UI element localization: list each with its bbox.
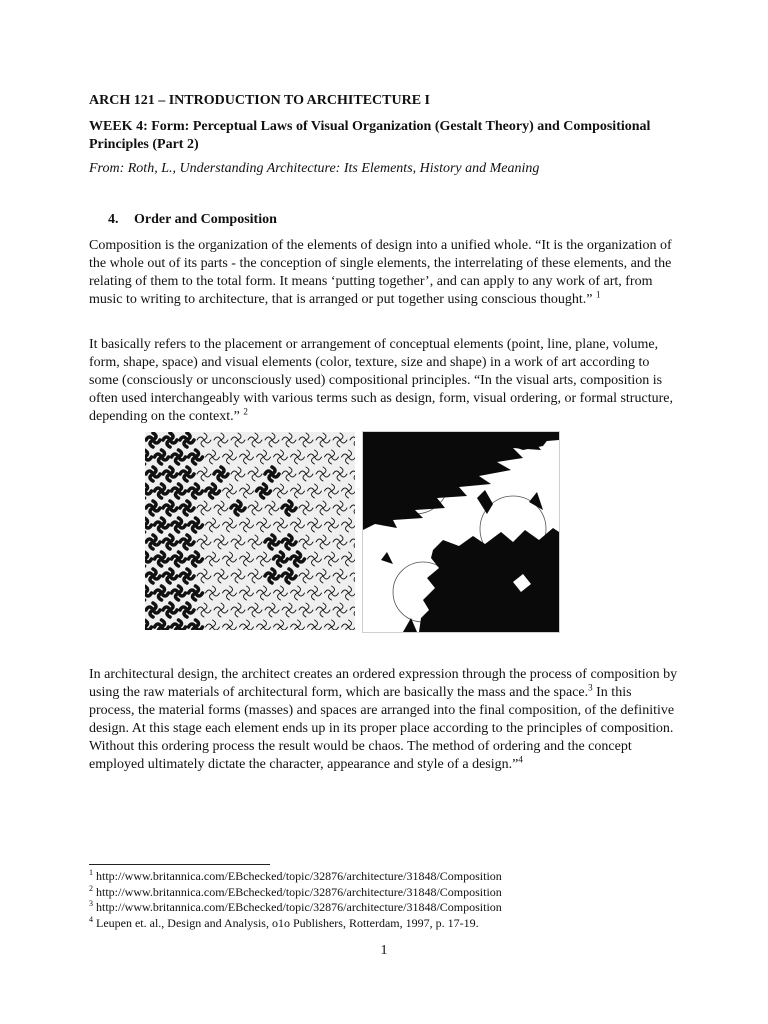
footnote-number: 3 — [89, 899, 93, 908]
tessellation-tile — [240, 450, 254, 464]
tessellation-tile — [265, 433, 279, 447]
tessellation-tile — [333, 569, 347, 583]
tessellation-tile — [223, 620, 237, 630]
tessellation-tile — [342, 620, 356, 630]
tessellation-tile — [231, 603, 245, 617]
paragraph-text-b: In this process, the material forms (masses) and spaces are arranged into the final composition, of the definitive design. At this stage each element ends up in its proper place according to the principles of composition. Without this ordering process the result would be chaos. The method of ordering and the concept employed ultimately dictate the character, appearance and style of a design.” — [89, 685, 675, 772]
tessellation-tile — [308, 620, 322, 630]
tessellation-tile — [308, 552, 322, 566]
tessellation-tile — [299, 467, 313, 481]
tessellation-tile — [180, 603, 194, 617]
tessellation-tile — [308, 586, 322, 600]
footnote-text: http://www.britannica.com/EBchecked/topic/32876/architecture/31848/Composition — [96, 869, 502, 883]
footnote-text: Leupen et. al., Design and Analysis, o1o Publishers, Rotterdam, 1997, p. 17-19. — [96, 915, 479, 930]
tessellation-tile — [189, 620, 203, 630]
tessellation-tile — [291, 450, 305, 464]
tessellation-tile — [350, 569, 355, 583]
tessellation-tile — [240, 552, 254, 566]
tessellation-tile — [163, 535, 177, 549]
tessellation-tile — [214, 467, 228, 481]
paragraph-text-a: In architectural design, the architect creates an ordered expression through the process of composition by using the raw materials of architectural form, which are basically the mass and the space. — [89, 667, 678, 700]
tessellation-tile — [342, 484, 356, 498]
tessellation-tile — [146, 467, 160, 481]
tessellation-tile — [206, 620, 220, 630]
footnote-item — [89, 869, 689, 885]
tessellation-tile — [308, 518, 322, 532]
tessellation-tile — [214, 535, 228, 549]
source-citation: From: Roth, L., Understanding Architecture: Its Elements, History and Meaning — [89, 161, 540, 176]
figure-abstract-masses — [362, 431, 560, 633]
section-number: 4. — [108, 212, 119, 227]
tessellation-tile — [291, 586, 305, 600]
tessellation-tile — [299, 603, 313, 617]
footnotes-list — [89, 869, 689, 931]
footnote-ref: 2 — [243, 406, 248, 417]
tessellation-tile — [265, 603, 279, 617]
tessellation-tile — [189, 518, 203, 532]
tessellation-tile — [180, 535, 194, 549]
tessellation-tile — [350, 501, 355, 515]
tessellation-tile — [274, 518, 288, 532]
tessellation-tile — [197, 433, 211, 447]
tessellation-tile — [282, 501, 296, 515]
tessellation-tile — [206, 484, 220, 498]
footnote-item — [89, 916, 689, 932]
tessellation-tile — [333, 501, 347, 515]
tessellation-tile — [189, 484, 203, 498]
tessellation-tile — [282, 569, 296, 583]
tessellation-tile — [180, 467, 194, 481]
tessellation-tile — [223, 484, 237, 498]
tessellation-tile — [350, 535, 355, 549]
tessellation-tile — [248, 569, 262, 583]
tessellation-tile — [325, 518, 339, 532]
tessellation-tile — [316, 433, 330, 447]
tessellation-tile — [206, 552, 220, 566]
tessellation-tile — [274, 484, 288, 498]
tessellation-tile — [265, 501, 279, 515]
tessellation-tile — [257, 620, 271, 630]
tessellation-tile — [197, 603, 211, 617]
tessellation-tile — [146, 603, 160, 617]
tessellation-tile — [240, 518, 254, 532]
tessellation-tile — [163, 501, 177, 515]
tessellation-tile — [333, 467, 347, 481]
footnote-divider — [89, 864, 270, 865]
footnote-ref: 3 — [588, 682, 593, 693]
tessellation-tile — [163, 467, 177, 481]
tessellation-tile — [265, 535, 279, 549]
tessellation-tile — [342, 586, 356, 600]
tessellation-tile — [223, 552, 237, 566]
tessellation-tile — [155, 518, 169, 532]
tessellation-tile — [240, 586, 254, 600]
tessellation-tile — [172, 552, 186, 566]
tessellation-tile — [342, 450, 356, 464]
tessellation-tile — [172, 518, 186, 532]
tessellation-tile — [145, 620, 152, 630]
tessellation-tile — [248, 433, 262, 447]
tessellation-tile — [155, 586, 169, 600]
tessellation-tile — [325, 450, 339, 464]
tessellation-tile — [197, 501, 211, 515]
tessellation-tile — [316, 569, 330, 583]
tessellation-tile — [231, 535, 245, 549]
tessellation-tile — [145, 450, 152, 464]
tessellation-tile — [291, 484, 305, 498]
tessellation-tile — [155, 484, 169, 498]
tessellation-tile — [325, 552, 339, 566]
tessellation-tile — [145, 484, 152, 498]
tessellation-tile — [282, 467, 296, 481]
tessellation-tile — [155, 620, 169, 630]
tessellation-tile — [265, 569, 279, 583]
tessellation-tile — [155, 552, 169, 566]
paragraph-text: It basically refers to the placement or arrangement of conceptual elements (point, line, plane, volume, form, shape, space) and visual elements (color, texture, size and shape) in a work of art according to some (consciously or unconsciously used) compositional principles. “In the visual arts, composition is often used interchangeably with various terms such as design, form, visual ordering, or formal structure, depending on the context.” — [89, 337, 673, 424]
tessellation-tile — [206, 586, 220, 600]
tessellation-tile — [214, 603, 228, 617]
tessellation-tile — [231, 433, 245, 447]
tessellation-tile — [342, 552, 356, 566]
tessellation-tile — [248, 535, 262, 549]
tessellation-tile — [308, 484, 322, 498]
footnote-number: 4 — [89, 914, 93, 924]
tessellation-tile — [350, 603, 355, 617]
tessellation-tile — [206, 450, 220, 464]
tessellation-tile — [223, 586, 237, 600]
footnote-ref: 4 — [518, 754, 523, 765]
tessellation-tile — [223, 450, 237, 464]
tessellation-tile — [197, 535, 211, 549]
tessellation-tile — [274, 586, 288, 600]
tessellation-tile — [197, 569, 211, 583]
tessellation-tile — [163, 433, 177, 447]
tessellation-tile — [163, 603, 177, 617]
tessellation-tile — [325, 620, 339, 630]
tessellation-tile — [316, 501, 330, 515]
tessellation-tile — [350, 433, 355, 447]
footnote-text: http://www.britannica.com/EBchecked/topic/32876/architecture/31848/Composition — [96, 884, 502, 899]
tessellation-tile — [189, 450, 203, 464]
tessellation-tile — [223, 518, 237, 532]
tessellation-tile — [197, 467, 211, 481]
tessellation-tile — [189, 586, 203, 600]
tessellation-tile — [214, 433, 228, 447]
tessellation-tile — [257, 552, 271, 566]
tessellation-tile — [248, 467, 262, 481]
footnote-number: 1 — [89, 868, 93, 877]
section-title: Order and Composition — [134, 212, 277, 227]
tessellation-tile — [291, 620, 305, 630]
tessellation-tile — [145, 552, 152, 566]
tessellation-tile — [333, 603, 347, 617]
tessellation-tile — [180, 433, 194, 447]
footnote-item — [89, 900, 689, 916]
tessellation-tile — [172, 450, 186, 464]
page-number: 1 — [380, 943, 388, 958]
tessellation-tile — [282, 433, 296, 447]
tessellation-tile — [231, 501, 245, 515]
tessellation-tile — [350, 467, 355, 481]
tessellation-tile — [257, 518, 271, 532]
figure-tessellation-pattern — [145, 432, 355, 630]
tessellation-tile — [274, 620, 288, 630]
tessellation-tile — [240, 620, 254, 630]
tessellation-tile — [325, 586, 339, 600]
tessellation-tile — [172, 586, 186, 600]
tessellation-tile — [282, 603, 296, 617]
footnote-number: 2 — [89, 883, 93, 893]
tessellation-tile — [180, 501, 194, 515]
tessellation-tile — [308, 450, 322, 464]
footnote-text: http://www.britannica.com/EBchecked/topic/32876/architecture/31848/Composition — [96, 900, 502, 914]
tessellation-tile — [291, 552, 305, 566]
tessellation-tile — [172, 484, 186, 498]
footnote-item — [89, 885, 689, 901]
tessellation-tile — [325, 484, 339, 498]
paragraph-architectural-design — [89, 666, 679, 774]
tessellation-tile — [257, 586, 271, 600]
tessellation-tile — [214, 501, 228, 515]
tessellation-tile — [146, 433, 160, 447]
tessellation-tile — [291, 518, 305, 532]
week-title: WEEK 4: Form: Perceptual Laws of Visual Organization (Gestalt Theory) and Compositional Principles (Part 2) — [89, 119, 651, 152]
paragraph-composition-elements — [89, 336, 679, 426]
paragraph-text: Composition is the organization of the elements of design into a unified whole. “It is the organization of the whole out of its parts - the conception of single elements, the interrelating of these elements, and the relating of them to the total form. It means ‘putting together’, and can apply to any work of art, from music to writing to architecture, that is arranged or put together using conscious thought.” — [89, 238, 672, 307]
tessellation-tile — [248, 603, 262, 617]
tessellation-tile — [282, 535, 296, 549]
tessellation-tile — [257, 484, 271, 498]
tessellation-tile — [299, 535, 313, 549]
course-title: ARCH 121 – INTRODUCTION TO ARCHITECTURE I — [89, 93, 430, 108]
abstract-masses-image — [363, 432, 559, 632]
paragraph-composition-definition — [89, 237, 679, 309]
footnote-ref: 1 — [596, 289, 601, 300]
tessellation-tile — [274, 552, 288, 566]
tessellation-tile — [342, 518, 356, 532]
tessellation-tile — [145, 518, 152, 532]
tessellation-tile — [316, 535, 330, 549]
tessellation-tile — [146, 535, 160, 549]
tessellation-tile — [172, 620, 186, 630]
tessellation-tile — [333, 433, 347, 447]
tessellation-tile — [316, 603, 330, 617]
tessellation-tile — [333, 535, 347, 549]
tessellation-image — [145, 432, 355, 630]
tessellation-tile — [214, 569, 228, 583]
tessellation-tile — [240, 484, 254, 498]
tessellation-tile — [206, 518, 220, 532]
tessellation-tile — [155, 450, 169, 464]
tessellation-tile — [299, 433, 313, 447]
tessellation-tile — [248, 501, 262, 515]
tessellation-tile — [316, 467, 330, 481]
tessellation-tile — [299, 569, 313, 583]
tessellation-tile — [274, 450, 288, 464]
section-heading — [108, 211, 277, 229]
tessellation-tile — [299, 501, 313, 515]
tessellation-tile — [231, 467, 245, 481]
tessellation-tile — [257, 450, 271, 464]
tessellation-tile — [265, 467, 279, 481]
tessellation-tile — [146, 501, 160, 515]
tessellation-tile — [145, 586, 152, 600]
tessellation-tile — [146, 569, 160, 583]
tessellation-tile — [180, 569, 194, 583]
tessellation-tile — [189, 552, 203, 566]
tessellation-tile — [163, 569, 177, 583]
tessellation-tile — [231, 569, 245, 583]
